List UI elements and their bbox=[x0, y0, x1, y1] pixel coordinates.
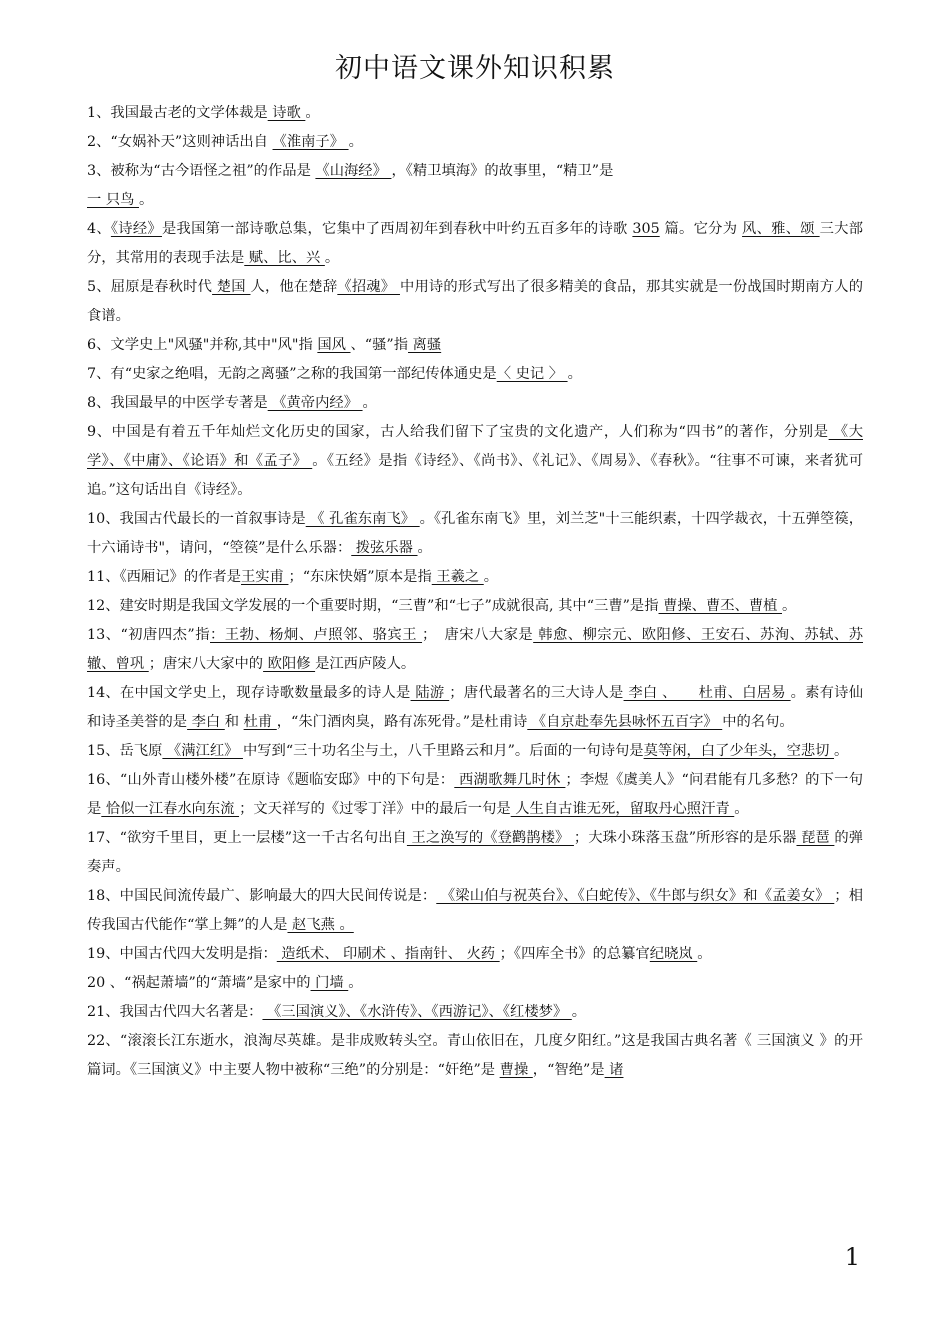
question-item bbox=[87, 882, 863, 940]
question-item bbox=[87, 766, 863, 824]
answer-blank: 〈 史记 〉 bbox=[496, 366, 568, 382]
question-item bbox=[87, 998, 863, 1027]
question-item bbox=[87, 940, 863, 969]
question-item bbox=[87, 505, 863, 563]
question-item bbox=[87, 99, 863, 128]
question-item bbox=[87, 1027, 863, 1085]
answer-blank: 王羲之 bbox=[431, 569, 484, 585]
question-item bbox=[87, 157, 863, 215]
question-text: 。 bbox=[567, 366, 582, 382]
page-title: 初中语文课外知识积累 bbox=[335, 53, 615, 84]
answer-blank: 赋、比、兴 bbox=[244, 250, 325, 266]
answer-blank: 305 bbox=[632, 221, 660, 237]
question-text: ；唐代最著名的三大诗人是 bbox=[449, 685, 624, 701]
question-text: 。《五经》是指《诗经》、《尚书》、《礼记》、《周易》、《春秋》。“往事不可谏，来者犹可追。”这句话出自《诗经》。 bbox=[87, 453, 863, 498]
question-text: 和 bbox=[224, 714, 244, 730]
answer-blank: 离骚 bbox=[408, 337, 442, 353]
question-text: 。 bbox=[138, 192, 154, 208]
answer-blank: 陆游 bbox=[410, 685, 450, 701]
question-text: 11、《西厢记》的作者是 bbox=[87, 569, 242, 585]
question-text: 4、 bbox=[87, 221, 111, 237]
answer-blank: 欧阳修 bbox=[263, 656, 316, 672]
answer-blank: 一 只鸟 bbox=[87, 192, 139, 208]
question-text: 12、建安时期是我国文学发展的一个重要时期，“三曹”和“七子”成就很高, 其中“三曹”是指 bbox=[87, 598, 659, 614]
question-text: ；“东床快婿”原本是指 bbox=[288, 569, 432, 585]
question-text: 。 bbox=[697, 946, 712, 962]
question-text: 18、中国民间流传最广、影响最大的四大民间传说是： bbox=[87, 888, 437, 904]
question-item bbox=[87, 273, 863, 331]
question-text: ；文天祥写的《过零丁洋》中的最后一句是 bbox=[239, 801, 511, 817]
answer-blank: 风、雅、颂 bbox=[742, 221, 820, 237]
question-text: 。 bbox=[571, 1004, 587, 1020]
answer-blank: 造纸术、 印刷术 、指南针、 火药 bbox=[276, 946, 500, 962]
question-item bbox=[87, 563, 863, 592]
answer-blank: 国风 bbox=[317, 337, 351, 353]
answer-blank: 《梁山伯与祝英台》、《白蛇传》、《牛郎与织女》和《孟姜女》 bbox=[436, 888, 835, 904]
question-item bbox=[87, 215, 863, 273]
answer-blank: 西湖歌舞几时休 bbox=[454, 772, 566, 788]
answer-blank: 杜甫 bbox=[243, 714, 277, 730]
question-text: ； 唐宋八大家是 bbox=[422, 627, 534, 643]
answer-blank: 《招魂》 bbox=[337, 279, 400, 295]
question-text: 17、“欲穷千里目，更上一层楼”这一千古名句出自 bbox=[87, 830, 407, 846]
question-text: 9、中国是有着五千年灿烂文化历史的国家，古人给我们留下了宝贵的文化遗产，人们称为“四书”的著作，分别是 bbox=[87, 424, 829, 440]
answer-blank: 曹操、曹丕、曹植 bbox=[658, 598, 782, 614]
question-text: ；唐宋八大家中的 bbox=[148, 656, 264, 672]
question-text: ，“朱门酒肉臭，路有冻死骨。”是杜甫诗 bbox=[276, 714, 528, 730]
question-text: 中的名句。 bbox=[722, 714, 794, 730]
question-text: 是我国第一部诗歌总集，它集中了西周初年到春秋中叶约五百多年的诗歌 bbox=[161, 221, 633, 237]
question-text: 三大部分，其常用的表现手法是 bbox=[87, 221, 864, 266]
question-text: 15、岳飞原 bbox=[87, 743, 163, 759]
question-text: 中写到“三十功名尘与土，八千里路云和月”。后面的一句诗句是 bbox=[242, 743, 644, 759]
answer-blank: 王实甫 bbox=[241, 569, 289, 585]
answer-blank: 《山海经》 bbox=[315, 163, 392, 179]
question-text: ，《精卫填海》的故事里，“精卫”是 bbox=[391, 163, 614, 179]
question-text: 6、文学史上"风骚"并称,其中"风"指 bbox=[87, 337, 318, 353]
question-text: ；大珠小珠落玉盘”所形容的是乐器 bbox=[573, 830, 797, 846]
question-item bbox=[87, 331, 863, 360]
question-item bbox=[87, 621, 863, 679]
question-text: 中用诗的形式写出了很多精美的食品，那其实就是一份战国时期南方人的食谱。 bbox=[87, 279, 863, 324]
answer-blank: 诗歌 bbox=[267, 105, 306, 121]
answer-blank: 《黄帝内经》 bbox=[267, 395, 363, 411]
question-text: 10、我国古代最长的一首叙事诗是 bbox=[87, 511, 306, 527]
question-text: 。素有诗仙和诗圣美誉的是 bbox=[87, 685, 864, 730]
answer-blank: 李白 、 杜甫、白居易 bbox=[623, 685, 791, 701]
question-item bbox=[87, 737, 863, 766]
question-text: 19、中国古代四大发明是指： bbox=[87, 946, 277, 962]
question-text: 。 bbox=[834, 743, 849, 759]
question-text: 。 bbox=[782, 598, 797, 614]
answer-blank: 琵琶 bbox=[796, 830, 835, 846]
question-list bbox=[87, 99, 863, 1085]
answer-blank: 《淮南子》 bbox=[272, 134, 349, 150]
answer-blank: 门墙 bbox=[310, 975, 349, 991]
answer-blank: 拨弦乐器 bbox=[351, 540, 418, 556]
answer-blank: 纪晓岚 bbox=[649, 946, 698, 962]
answer-blank: 恰似一江春水向东流 bbox=[101, 801, 240, 817]
question-text: 8、我国最早的中医学专著是 bbox=[87, 395, 268, 411]
answer-blank: 赵飞燕 。 bbox=[287, 917, 354, 933]
answer-blank: 曹操 bbox=[499, 1062, 533, 1078]
question-text: 。 bbox=[348, 134, 363, 150]
question-item bbox=[87, 389, 863, 418]
answer-blank: 李白 bbox=[187, 714, 225, 730]
question-text: ；《四库全书》的总纂官 bbox=[499, 946, 650, 962]
question-text: 1、我国最古老的文学体裁是 bbox=[87, 105, 268, 121]
question-text: 。《孔雀东南飞》里，刘兰芝"十三能织素，十四学裁衣，十五弹箜篌，十六诵诗书"，请问，“箜篌”是什么乐器： bbox=[87, 511, 863, 556]
question-text: 、“骚”指 bbox=[350, 337, 409, 353]
answer-blank: 《满江红》 bbox=[162, 743, 243, 759]
answer-blank: 人生自古谁无死，留取丹心照汗青 bbox=[510, 801, 735, 817]
question-text: 14、在中国文学史上，现存诗歌数量最多的诗人是 bbox=[87, 685, 411, 701]
answer-blank: 《 孔雀东南飞》 bbox=[305, 511, 420, 527]
question-text: 3、被称为“古今语怪之祖”的作品是 bbox=[87, 163, 316, 179]
question-text: 。 bbox=[362, 395, 377, 411]
question-text: 7、有“史家之绝唱，无韵之离骚”之称的我国第一部纪传体通史是 bbox=[87, 366, 497, 382]
question-text: 5、屈原是春秋时代 bbox=[87, 279, 213, 295]
question-text: 21、我国古代四大名著是： bbox=[87, 1004, 263, 1020]
question-text: 20 、“祸起萧墙”的“萧墙”是家中的 bbox=[87, 975, 311, 991]
question-item bbox=[87, 418, 863, 505]
question-text: 2、“女娲补天”这则神话出自 bbox=[87, 134, 273, 150]
answer-blank: 莫等闲，白了少年头，空悲切 bbox=[643, 743, 835, 759]
question-text: ；李煜《虞美人》“问君能有几多愁？的下一句是 bbox=[87, 772, 863, 817]
page-number: 1 bbox=[844, 1243, 860, 1271]
answer-blank: 王之涣写的《登鹳鹊楼》 bbox=[406, 830, 574, 846]
answer-blank: 《诗经》 bbox=[110, 221, 162, 237]
question-item bbox=[87, 360, 863, 389]
question-text: 篇。它分为 bbox=[659, 221, 743, 237]
answer-blank: 韩愈、柳宗元、欧阳修、王安石、苏洵、苏轼、苏辙、曾巩 bbox=[87, 627, 863, 672]
question-text: 。 bbox=[305, 105, 320, 121]
answer-blank: 楚国 bbox=[212, 279, 251, 295]
question-text: 的弹奏声。 bbox=[87, 830, 864, 875]
answer-blank: 《大学》、《中庸》、《论语》和《孟子》 bbox=[87, 424, 863, 469]
question-text: 是江西庐陵人。 bbox=[315, 656, 416, 672]
question-text: 16、“山外青山楼外楼”在原诗《题临安邸》中的下句是： bbox=[87, 772, 455, 788]
answer-blank: 《自京赴奉先县咏怀五百字》 bbox=[527, 714, 723, 730]
question-item bbox=[87, 969, 863, 998]
question-text: ；相传我国古代能作“掌上舞”的人是 bbox=[87, 888, 863, 933]
question-text: ，“智绝”是 bbox=[532, 1062, 605, 1078]
question-text: 13、“初唐四杰”指 bbox=[87, 627, 210, 643]
question-item bbox=[87, 824, 863, 882]
question-item bbox=[87, 679, 863, 737]
question-text: 。 bbox=[734, 801, 749, 817]
question-item bbox=[87, 592, 863, 621]
answer-blank: 《三国演义》、《水浒传》、《西游记》、《红楼梦》 bbox=[262, 1004, 572, 1020]
question-text: 人，他在楚辞 bbox=[250, 279, 338, 295]
answer-blank: ：王勃、杨炯、卢照邻、骆宾王 bbox=[210, 627, 423, 643]
question-item bbox=[87, 128, 863, 157]
question-text: 。 bbox=[348, 975, 363, 991]
answer-blank: 诸 bbox=[604, 1062, 624, 1078]
question-text: 22、“滚滚长江东逝水，浪淘尽英雄。是非成败转头空。青山依旧在，几度夕阳红。”这是我国古典名著《 三国演义 》的开篇词。《三国演义》中主要人物中被称“三绝”的分别是：“奸绝”是 bbox=[87, 1033, 863, 1078]
question-text: 。 bbox=[417, 540, 432, 556]
question-text: 。 bbox=[324, 250, 340, 266]
question-text: 。 bbox=[483, 569, 499, 585]
